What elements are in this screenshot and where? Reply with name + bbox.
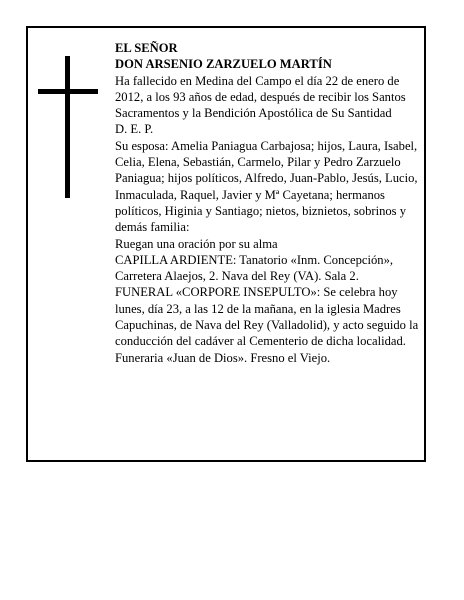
obituary-frame <box>26 26 426 462</box>
funeral-home: Funeraria «Juan de Dios». Fresno el Viejo. <box>115 350 331 365</box>
cross-horizontal-bar <box>38 89 98 94</box>
obituary-text <box>115 40 425 366</box>
chapel-info: CAPILLA ARDIENTE: Tanatorio «Inm. Concepción», Carretera Alaejos, 2. Nava del Rey (VA). Sala 2. <box>115 252 394 284</box>
latin-cross-icon <box>38 56 98 198</box>
heading-title: EL SEÑOR <box>115 41 178 55</box>
family-list: Su esposa: Amelia Paniagua Carbajosa; hijos, Laura, Isabel, Celia, Elena, Sebastián, Carmelo, Pilar y Pedro Zarzuelo Paniagua; hijos políticos, Alfredo, Juan-Pablo, Jesús, Lucio, Inmaculada, Raquel, Javier y Mª Cayetana; hermanos políticos, Higinia y Santiago; nietos, biznietos, sobrinos y demás familia: <box>115 138 418 235</box>
deceased-name: DON ARSENIO ZARZUELO MARTÍN <box>115 57 332 72</box>
cross-vertical-bar <box>65 56 70 198</box>
dep-line: D. E. P. <box>115 122 154 137</box>
prayer-request: Ruegan una oración por su alma <box>115 236 278 251</box>
funeral-info: FUNERAL «CORPORE INSEPULTO»: Se celebra hoy lunes, día 23, a las 12 de la mañana, en la iglesia Madres Capuchinas, de Nava del Rey (Valladolid), y acto seguido la conducción del cadáver al Cementerio de dicha localidad. <box>115 285 419 349</box>
death-announcement: Ha fallecido en Medina del Campo el día 22 de enero de 2012, a los 93 años de edad, después de recibir los Santos Sacramentos y la Bendición Apostólica de Su Santidad <box>115 73 406 121</box>
